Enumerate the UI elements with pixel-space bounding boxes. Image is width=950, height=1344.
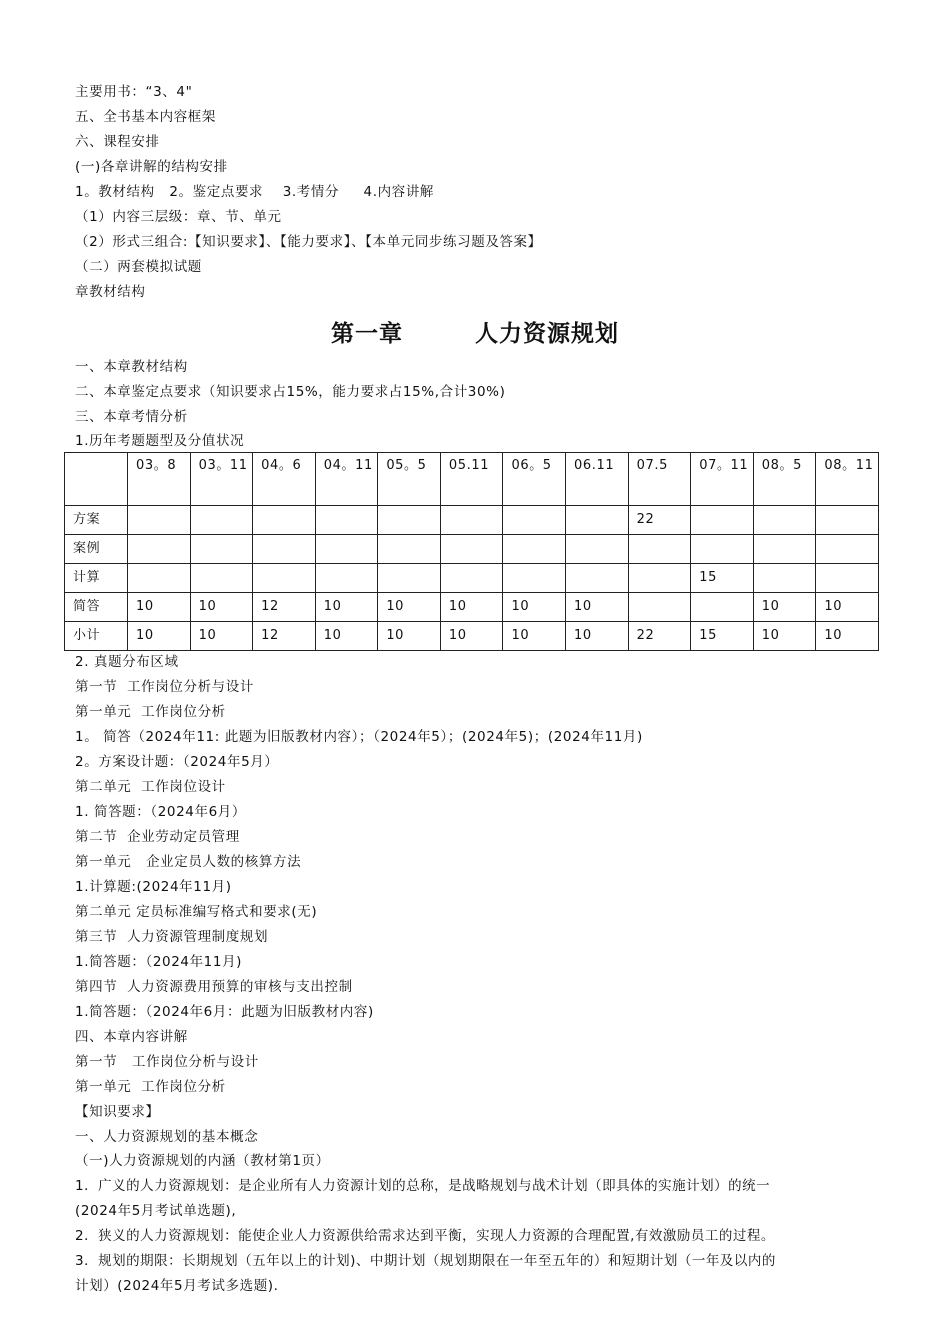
table-cell — [128, 564, 191, 593]
score-table — [64, 452, 879, 651]
table-cell: 10 — [753, 593, 816, 622]
table-cell — [691, 535, 754, 564]
text-line: 第一节 工作岗位分析与设计 — [75, 679, 254, 695]
table-header-cell: 03。11 — [190, 453, 253, 506]
table-cell — [128, 535, 191, 564]
text-line: 第一节 工作岗位分析与设计 — [75, 1054, 259, 1070]
table-cell: 12 — [253, 593, 316, 622]
table-cell: 10 — [503, 622, 566, 651]
table-cell: 10 — [315, 622, 378, 651]
table-cell: 10 — [566, 593, 629, 622]
table-cell — [816, 564, 879, 593]
text-line: 第三节 人力资源管理制度规划 — [75, 929, 269, 945]
table-cell — [503, 535, 566, 564]
text-line: 1. 简答题：（2024年6月） — [75, 804, 246, 820]
table-cell: 10 — [566, 622, 629, 651]
text-line: 二、本章鉴定点要求（知识要求占15%，能力要求占15%,合计30%) — [75, 384, 506, 400]
table-row-label: 案例 — [65, 535, 128, 564]
table-row-label: 方案 — [65, 506, 128, 535]
table-header-cell: 06.11 — [566, 453, 629, 506]
table-cell — [691, 593, 754, 622]
table-cell — [315, 564, 378, 593]
text-line: 一、人力资源规划的基本概念 — [75, 1129, 259, 1145]
table-cell: 12 — [253, 622, 316, 651]
table-cell: 10 — [753, 622, 816, 651]
table-cell — [378, 535, 441, 564]
table-cell: 22 — [628, 506, 691, 535]
text-line: (一)各章讲解的结构安排 — [75, 159, 228, 175]
text-line: 第四节 人力资源费用预算的审核与支出控制 — [75, 979, 353, 995]
table-cell — [503, 506, 566, 535]
table-header-cell: 08。11 — [816, 453, 879, 506]
text-line: 2。方案设计题：（2024年5月） — [75, 754, 279, 770]
text-line: 1。教材结构 2。鉴定点要求 3.考情分 4.内容讲解 — [75, 184, 435, 200]
table-cell — [190, 564, 253, 593]
table-cell — [628, 535, 691, 564]
table-cell: 15 — [691, 622, 754, 651]
text-line: 1。 简答（2024年11: 此题为旧版教材内容）；（2024年5）；(2024年5)；(2024年11月) — [75, 729, 643, 745]
table-row-label: 小计 — [65, 622, 128, 651]
text-line: 第二单元 定员标准编写格式和要求(无) — [75, 904, 318, 920]
text-line: 1.简答题：（2024年6月：此题为旧版教材内容) — [75, 1004, 374, 1020]
table-header-cell: 07.5 — [628, 453, 691, 506]
table-cell — [566, 535, 629, 564]
table-cell — [253, 535, 316, 564]
text-line: 计划）(2024年5月考试多选题). — [75, 1278, 279, 1294]
table-cell: 10 — [190, 593, 253, 622]
text-line: 三、本章考情分析 — [75, 409, 188, 425]
table-cell — [753, 506, 816, 535]
text-line: 第一单元 工作岗位分析 — [75, 704, 226, 720]
table-cell — [816, 535, 879, 564]
text-line: 第一单元 工作岗位分析 — [75, 1079, 226, 1095]
table-row — [65, 622, 879, 651]
text-line: 1．广义的人力资源规划：是企业所有人力资源计划的总称，是战略规划与战术计划（即具体的实施计划）的统一 — [75, 1178, 771, 1194]
table-cell: 10 — [503, 593, 566, 622]
table-cell — [691, 506, 754, 535]
table-cell: 10 — [440, 622, 503, 651]
table-cell — [190, 506, 253, 535]
table-header-cell: 04。11 — [315, 453, 378, 506]
table-cell — [190, 535, 253, 564]
table-cell — [315, 506, 378, 535]
table-header-cell: 05.11 — [440, 453, 503, 506]
text-line: 六、课程安排 — [75, 134, 160, 150]
table-cell — [440, 535, 503, 564]
table-header-cell: 03。8 — [128, 453, 191, 506]
table-header-cell: 08。5 — [753, 453, 816, 506]
table-cell: 10 — [128, 622, 191, 651]
table-header-row — [65, 453, 879, 506]
table-cell — [503, 564, 566, 593]
table-cell — [440, 506, 503, 535]
table-cell — [566, 564, 629, 593]
table-cell: 10 — [816, 622, 879, 651]
text-line: 五、全书基本内容框架 — [75, 109, 216, 125]
text-line: 1.简答题：（2024年11月) — [75, 954, 243, 970]
table-header-cell: 06。5 — [503, 453, 566, 506]
table-header-cell: 05。5 — [378, 453, 441, 506]
table-cell: 10 — [190, 622, 253, 651]
table-cell: 10 — [128, 593, 191, 622]
table-row — [65, 535, 879, 564]
table-cell — [816, 506, 879, 535]
text-line: 第一单元 企业定员人数的核算方法 — [75, 854, 302, 870]
table-cell — [753, 535, 816, 564]
chapter-title: 第一章 人力资源规划 — [330, 320, 620, 347]
table-cell — [253, 506, 316, 535]
text-line: 2．狭义的人力资源规划：能使企业人力资源供给需求达到平衡，实现人力资源的合理配置,有效激励员工的过程。 — [75, 1228, 775, 1244]
table-cell — [378, 564, 441, 593]
table-cell — [628, 593, 691, 622]
table-header-cell — [65, 453, 128, 506]
text-line: 第二单元 工作岗位设计 — [75, 779, 226, 795]
table-row — [65, 506, 879, 535]
table-cell — [628, 564, 691, 593]
text-line: 2. 真题分布区域 — [75, 654, 179, 670]
text-line: （1）内容三层级：章、节、单元 — [75, 209, 282, 225]
table-row — [65, 593, 879, 622]
table-cell — [253, 564, 316, 593]
table-row-label: 计算 — [65, 564, 128, 593]
table-header-cell: 07。11 — [691, 453, 754, 506]
table-cell — [753, 564, 816, 593]
table-cell — [128, 506, 191, 535]
table-cell: 10 — [378, 622, 441, 651]
text-line: （二）两套模拟试题 — [75, 259, 202, 275]
text-line: 第二节 企业劳动定员管理 — [75, 829, 240, 845]
text-line: 3．规划的期限：长期规划（五年以上的计划)、中期计划（规划期限在一年至五年的）和短期计划（一年及以内的 — [75, 1253, 776, 1269]
table-cell — [315, 535, 378, 564]
table-cell: 10 — [816, 593, 879, 622]
table-cell: 10 — [315, 593, 378, 622]
text-line: (2024年5月考试单选题), — [75, 1203, 237, 1219]
table-cell — [378, 506, 441, 535]
text-line: 一、本章教材结构 — [75, 359, 188, 375]
table-header-cell: 04。6 — [253, 453, 316, 506]
text-line: 主要用书：“3、4" — [75, 84, 193, 100]
text-line: （一)人力资源规划的内涵（教材第1页） — [75, 1153, 330, 1169]
text-line: 1.历年考题题型及分值状况 — [75, 433, 245, 449]
table-cell: 10 — [378, 593, 441, 622]
text-line: 【知识要求】 — [75, 1104, 160, 1120]
text-line: 1.计算题:(2024年11月) — [75, 879, 232, 895]
table-cell: 22 — [628, 622, 691, 651]
text-line: 四、本章内容讲解 — [75, 1029, 188, 1045]
table-cell: 10 — [440, 593, 503, 622]
table-cell — [566, 506, 629, 535]
text-line: 章教材结构 — [75, 284, 146, 300]
table-row-label: 简答 — [65, 593, 128, 622]
table-row — [65, 564, 879, 593]
table-cell: 15 — [691, 564, 754, 593]
table-cell — [440, 564, 503, 593]
text-line: （2）形式三组合:【知识要求】、【能力要求】、【本单元同步练习题及答案】 — [75, 234, 542, 250]
